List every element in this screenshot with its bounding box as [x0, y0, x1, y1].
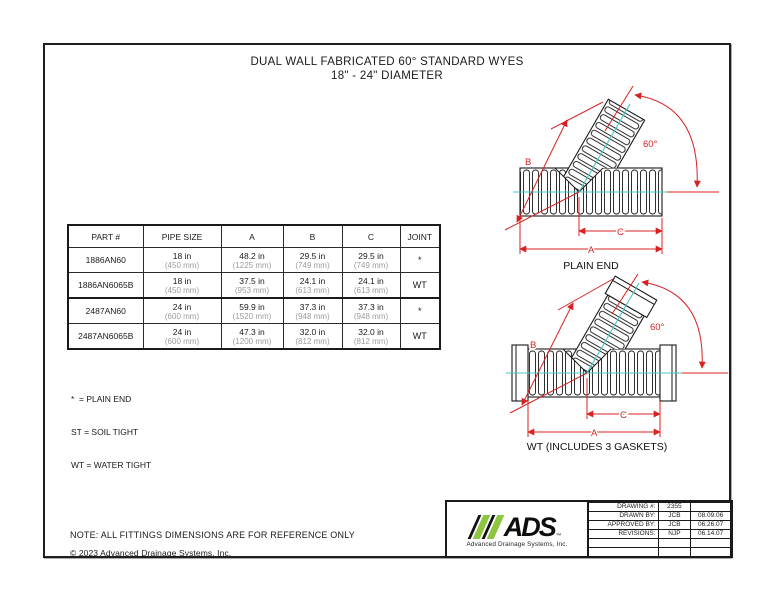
tb-label: [589, 539, 659, 548]
tb-value: 2355: [658, 503, 691, 512]
tb-value: JCB: [658, 512, 691, 521]
title-block: [445, 500, 733, 558]
table-row: [68, 273, 440, 299]
title-block-table: [588, 502, 731, 557]
tb-label: DRAWING #:: [589, 503, 659, 512]
col-pipe-size: PIPE SIZE: [143, 225, 221, 248]
title-block-row: [589, 548, 731, 557]
dim-c-cell: 32.0 in (812 mm): [342, 324, 400, 350]
joint-cell: *: [400, 248, 440, 273]
reference-note: NOTE: ALL FITTINGS DIMENSIONS ARE FOR REFERENCE ONLY: [70, 530, 355, 540]
tb-value: NJP: [658, 530, 691, 539]
copyright: © 2023 Advanced Drainage Systems, Inc.: [70, 548, 232, 558]
table-row: [68, 324, 440, 350]
dim-c-cell: 24.1 in (613 mm): [342, 273, 400, 299]
tb-label: [589, 548, 659, 557]
title-block-row: [589, 539, 731, 548]
col-part: PART #: [68, 225, 143, 248]
part-number: 1886AN60: [68, 248, 143, 273]
part-number: 2487AN60: [68, 298, 143, 324]
drawing-sheet: [43, 43, 731, 558]
legend-soil-tight: ST = SOIL TIGHT: [71, 427, 139, 437]
legend-water-tight: WT = WATER TIGHT: [71, 460, 152, 470]
col-b: B: [283, 225, 342, 248]
table-row: [68, 248, 440, 273]
ads-logo: [447, 502, 588, 556]
dim-b-cell: 24.1 in (613 mm): [283, 273, 342, 299]
dim-b-label: B: [525, 157, 532, 168]
joint-legend: [71, 372, 151, 493]
title-block-row: [589, 530, 731, 539]
title-line-2: 18" - 24" DIAMETER: [331, 70, 443, 82]
dim-b-cell: 29.5 in (749 mm): [283, 248, 342, 273]
dim-a-cell: 47.3 in (1200 mm): [221, 324, 283, 350]
title-block-row: [589, 503, 731, 512]
tb-value: [658, 548, 691, 557]
tb-date: 06.26.07: [691, 521, 731, 530]
angle-label: 60°: [650, 322, 665, 333]
page-title: [45, 55, 729, 83]
dim-b-label: B: [530, 340, 537, 351]
dim-c-label: C: [617, 227, 624, 238]
tb-label: REVISIONS:: [589, 530, 659, 539]
dim-c-cell: 29.5 in (749 mm): [342, 248, 400, 273]
tb-date: 08.09.06: [691, 512, 731, 521]
col-joint: JOINT: [400, 225, 440, 248]
dimensions-table: [67, 224, 441, 350]
pipe-size-cell: 18 in (450 mm): [143, 248, 221, 273]
wt-wye-diagram: [492, 274, 732, 454]
tb-date: 06.14.07: [691, 530, 731, 539]
tb-value: [658, 539, 691, 548]
tb-date: [691, 548, 731, 557]
legend-plain-end: * = PLAIN END: [71, 394, 132, 404]
pipe-size-cell: 24 in (600 mm): [143, 298, 221, 324]
ads-logo-subtitle: Advanced Drainage Systems, Inc.: [466, 540, 568, 548]
plain-end-caption: PLAIN END: [563, 260, 619, 272]
pipe-size-cell: 24 in (600 mm): [143, 324, 221, 350]
dim-b-cell: 32.0 in (812 mm): [283, 324, 342, 350]
dim-a-label: A: [591, 428, 598, 439]
dim-c-cell: 37.3 in (948 mm): [342, 298, 400, 324]
part-number: 2487AN6065B: [68, 324, 143, 350]
dim-a-cell: 37.5 in (953 mm): [221, 273, 283, 299]
ads-logo-text: ADS: [503, 511, 555, 542]
tb-label: APPROVED BY:: [589, 521, 659, 530]
dim-a-cell: 59.9 in (1520 mm): [221, 298, 283, 324]
col-a: A: [221, 225, 283, 248]
tb-label: DRAWN BY:: [589, 512, 659, 521]
title-line-1: DUAL WALL FABRICATED 60° STANDARD WYES: [250, 56, 524, 68]
tb-value: JCB: [658, 521, 691, 530]
dim-c-label: C: [620, 410, 627, 421]
col-c: C: [342, 225, 400, 248]
ads-logo-trademark: ™: [555, 532, 562, 539]
table-row: [68, 298, 440, 324]
dim-b-cell: 37.3 in (948 mm): [283, 298, 342, 324]
joint-cell: WT: [400, 273, 440, 299]
wt-caption: WT (INCLUDES 3 GASKETS): [526, 441, 668, 453]
joint-cell: WT: [400, 324, 440, 350]
plain-end-wye-diagram: [495, 85, 725, 275]
pipe-size-cell: 18 in (450 mm): [143, 273, 221, 299]
title-block-row: [589, 521, 731, 530]
table-header-row: [68, 225, 440, 248]
angle-label: 60°: [643, 139, 658, 150]
dim-a-cell: 48.2 in (1225 mm): [221, 248, 283, 273]
part-number: 1886AN6065B: [68, 273, 143, 299]
dim-a-label: A: [588, 245, 595, 256]
tb-date: [691, 503, 731, 512]
joint-cell: *: [400, 298, 440, 324]
tb-date: [691, 539, 731, 548]
title-block-row: [589, 512, 731, 521]
